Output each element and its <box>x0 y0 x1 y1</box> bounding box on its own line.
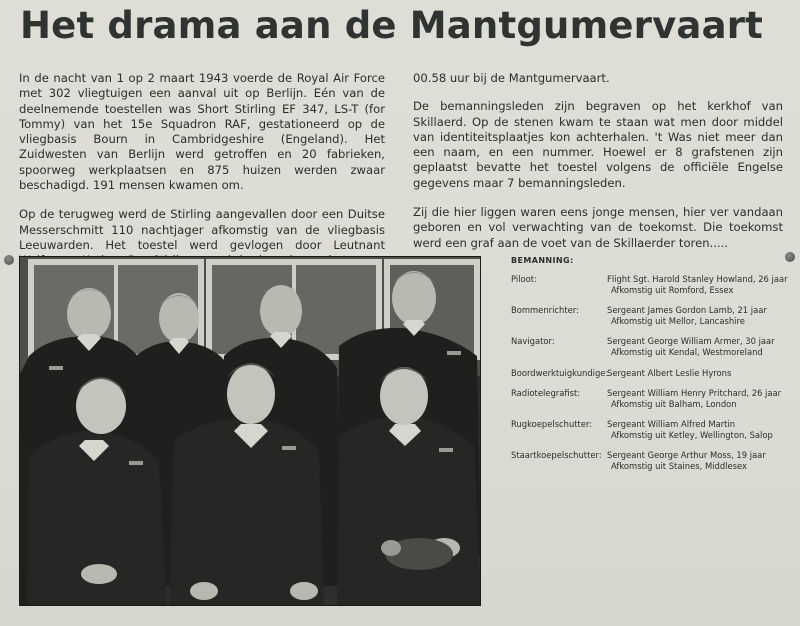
crew-name: Sergeant William Henry Pritchard, 26 jaar <box>607 388 782 398</box>
right-text-column <box>413 71 783 265</box>
crew-name: Sergeant Albert Leslie Hyrons <box>607 368 732 378</box>
crew-role: Staartkoepelschutter: <box>511 450 602 460</box>
screw-icon <box>4 255 14 265</box>
crew-name: Flight Sgt. Harold Stanley Howland, 26 jaar <box>607 274 788 284</box>
crew-origin: Afkomstig uit Mellor, Lancashire <box>611 316 745 326</box>
page-title: Het drama aan de Mantgumervaart <box>20 4 764 47</box>
crew-role: Boordwerktuigkundige: <box>511 368 609 378</box>
crew-origin: Afkomstig uit Romford, Essex <box>611 285 734 295</box>
crew-name: Sergeant George William Armer, 30 jaar <box>607 336 775 346</box>
crew-photo <box>19 256 481 606</box>
crew-role: Piloot: <box>511 274 537 284</box>
crew-role: Rugkoepelschutter: <box>511 419 593 429</box>
crew-name: Sergeant George Arthur Moss, 19 jaar <box>607 450 766 460</box>
crew-role: Navigator: <box>511 336 555 346</box>
crew-heading: BEMANNING: <box>511 256 574 265</box>
screw-icon <box>785 252 795 262</box>
crew-origin: Afkomstig uit Kendal, Westmoreland <box>611 347 763 357</box>
crew-role: Radiotelegrafist: <box>511 388 581 398</box>
crew-origin: Afkomstig uit Balham, London <box>611 399 737 409</box>
crew-origin: Afkomstig uit Ketley, Wellington, Salop <box>611 430 773 440</box>
paragraph: Zij die hier liggen waren eens jonge mensen, hier ver vandaan geboren en vol verwachting van de toekomst. Die toekomst werd een graf aan de voet van de Skillaerder toren..... <box>413 205 783 250</box>
paragraph: In de nacht van 1 op 2 maart 1943 voerde de Royal Air Force met 302 vliegtuigen een aanval uit op Berlijn. Eén van de deelnemende toestellen was Short Stirling EF 347, LS-T (for Tommy) van het 15e Squadron RAF, gestationeerd op de vliegbasis Bourn in Cambridgeshire (Engeland). Het Zuidwesten van Berlijn werd getroffen en 20 fabrieken, spoorweg werkplaatsen en 875 huizen werden zwaar beschadigd. 191 mensen kwamen om. <box>19 71 385 193</box>
paragraph: De bemanningsleden zijn begraven op het kerkhof van Skillaerd. Op de stenen kwam te staan wat men door middel van identiteitsplaatjes kon achterhalen. 't Was niet meer dan een naam, en een nummer. Hoewel er 8 grafstenen zijn geplaatst bevatte het toestel volgens de officiële Engelse gegevens maar 7 bemanningsleden. <box>413 99 783 190</box>
crew-origin: Afkomstig uit Staines, Middlesex <box>611 461 747 471</box>
paragraph: Op de terugweg werd de Stirling aangevallen door een Duitse Messerschmitt 110 nachtjager afkomstig van de vliegbasis Leeuwarden. Het toestel werd gevlogen door Leutnant <box>19 207 385 252</box>
crew-name: Sergeant James Gordon Lamb, 21 jaar <box>607 305 767 315</box>
crew-role: Bommenrichter: <box>511 305 579 315</box>
paragraph: 00.58 uur bij de Mantgumervaart. <box>413 71 610 85</box>
crew-name: Sergeant William Alfred Martin <box>607 419 736 429</box>
